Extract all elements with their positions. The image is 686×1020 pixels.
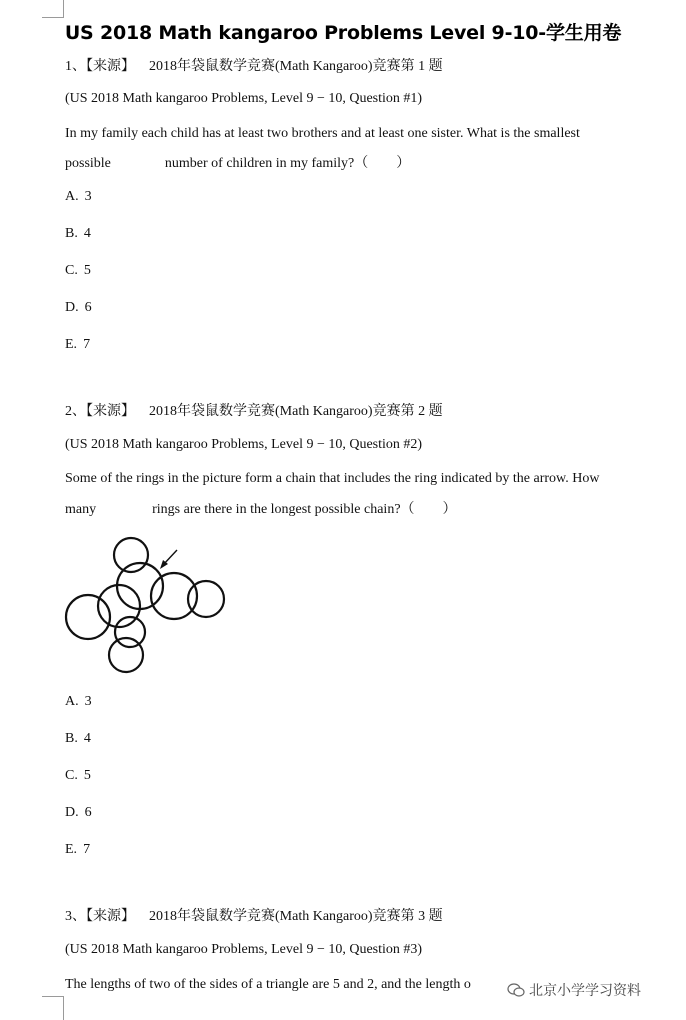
question-1-reference: (US 2018 Math kangaroo Problems, Level 9 − 10, Question #1) bbox=[65, 91, 423, 106]
source-desc: 2018年袋鼠数学竞赛(Math Kangaroo)竞赛第 3 题 bbox=[149, 909, 443, 924]
option-b bbox=[65, 226, 97, 242]
option-label: C. bbox=[65, 768, 78, 783]
question-3-text-line1: The lengths of two of the sides of a triangle are 5 and 2, and the length o bbox=[65, 977, 471, 992]
crop-mark bbox=[63, 996, 64, 1020]
option-value: 7 bbox=[83, 337, 91, 352]
option-value: 3 bbox=[84, 189, 92, 204]
question-number: 3、 bbox=[65, 909, 86, 924]
option-c bbox=[65, 263, 97, 279]
wechat-icon bbox=[507, 983, 525, 997]
option-d bbox=[65, 805, 98, 821]
option-label: E. bbox=[65, 842, 78, 857]
source-desc: 2018年袋鼠数学竞赛(Math Kangaroo)竞赛第 2 题 bbox=[149, 404, 443, 419]
option-label: B. bbox=[65, 226, 78, 241]
option-value: 5 bbox=[83, 768, 91, 783]
ring bbox=[114, 538, 148, 572]
option-a bbox=[65, 694, 98, 710]
question-text: rings are there in the longest possible chain?（ ） bbox=[152, 502, 457, 517]
page-title: US 2018 Math kangaroo Problems Level 9-10-学生用卷 bbox=[64, 22, 622, 44]
option-value: 4 bbox=[83, 731, 91, 746]
source-tag: 【来源】 bbox=[86, 404, 135, 419]
option-label: B. bbox=[65, 731, 78, 746]
question-text: many bbox=[65, 502, 97, 517]
option-label: A. bbox=[65, 189, 79, 204]
question-2-text-line1: Some of the rings in the picture form a chain that includes the ring indicated by the arrow. How bbox=[65, 471, 600, 486]
question-2-reference: (US 2018 Math kangaroo Problems, Level 9 − 10, Question #2) bbox=[65, 437, 423, 452]
option-label: E. bbox=[65, 337, 78, 352]
question-1-text-line2 bbox=[65, 152, 410, 172]
ring bbox=[109, 638, 143, 672]
watermark-text: 北京小学学习资料 bbox=[529, 983, 641, 999]
option-d bbox=[65, 300, 98, 316]
option-c bbox=[65, 768, 97, 784]
option-value: 6 bbox=[84, 300, 92, 315]
question-text: possible bbox=[65, 156, 111, 171]
rings-figure bbox=[60, 532, 240, 680]
question-text: number of children in my family?（ ） bbox=[164, 156, 411, 171]
ring bbox=[66, 595, 110, 639]
question-3-source bbox=[65, 905, 443, 925]
source-tag: 【来源】 bbox=[86, 909, 135, 924]
question-2-source bbox=[65, 400, 443, 420]
option-value: 5 bbox=[83, 263, 91, 278]
option-value: 6 bbox=[84, 805, 92, 820]
ring bbox=[151, 573, 197, 619]
watermark bbox=[505, 979, 645, 1001]
question-number: 1、 bbox=[65, 59, 86, 74]
crop-mark bbox=[63, 0, 64, 18]
option-b bbox=[65, 731, 97, 747]
question-2-text-line2 bbox=[65, 498, 457, 518]
arrow-icon bbox=[160, 550, 177, 569]
option-value: 3 bbox=[84, 694, 92, 709]
question-3-reference: (US 2018 Math kangaroo Problems, Level 9 − 10, Question #3) bbox=[65, 942, 423, 957]
option-value: 4 bbox=[83, 226, 91, 241]
question-1-text-line1: In my family each child has at least two brothers and at least one sister. What is the smallest bbox=[65, 126, 580, 141]
option-label: D. bbox=[65, 805, 79, 820]
ring bbox=[115, 617, 145, 647]
option-a bbox=[65, 189, 98, 205]
option-label: A. bbox=[65, 694, 79, 709]
option-label: C. bbox=[65, 263, 78, 278]
source-desc: 2018年袋鼠数学竞赛(Math Kangaroo)竞赛第 1 题 bbox=[149, 59, 443, 74]
question-number: 2、 bbox=[65, 404, 86, 419]
source-tag: 【来源】 bbox=[86, 59, 135, 74]
crop-mark bbox=[42, 996, 64, 997]
option-e bbox=[65, 337, 96, 353]
option-e bbox=[65, 842, 96, 858]
option-label: D. bbox=[65, 300, 79, 315]
ring bbox=[188, 581, 224, 617]
option-value: 7 bbox=[83, 842, 91, 857]
question-1-source bbox=[65, 55, 443, 75]
